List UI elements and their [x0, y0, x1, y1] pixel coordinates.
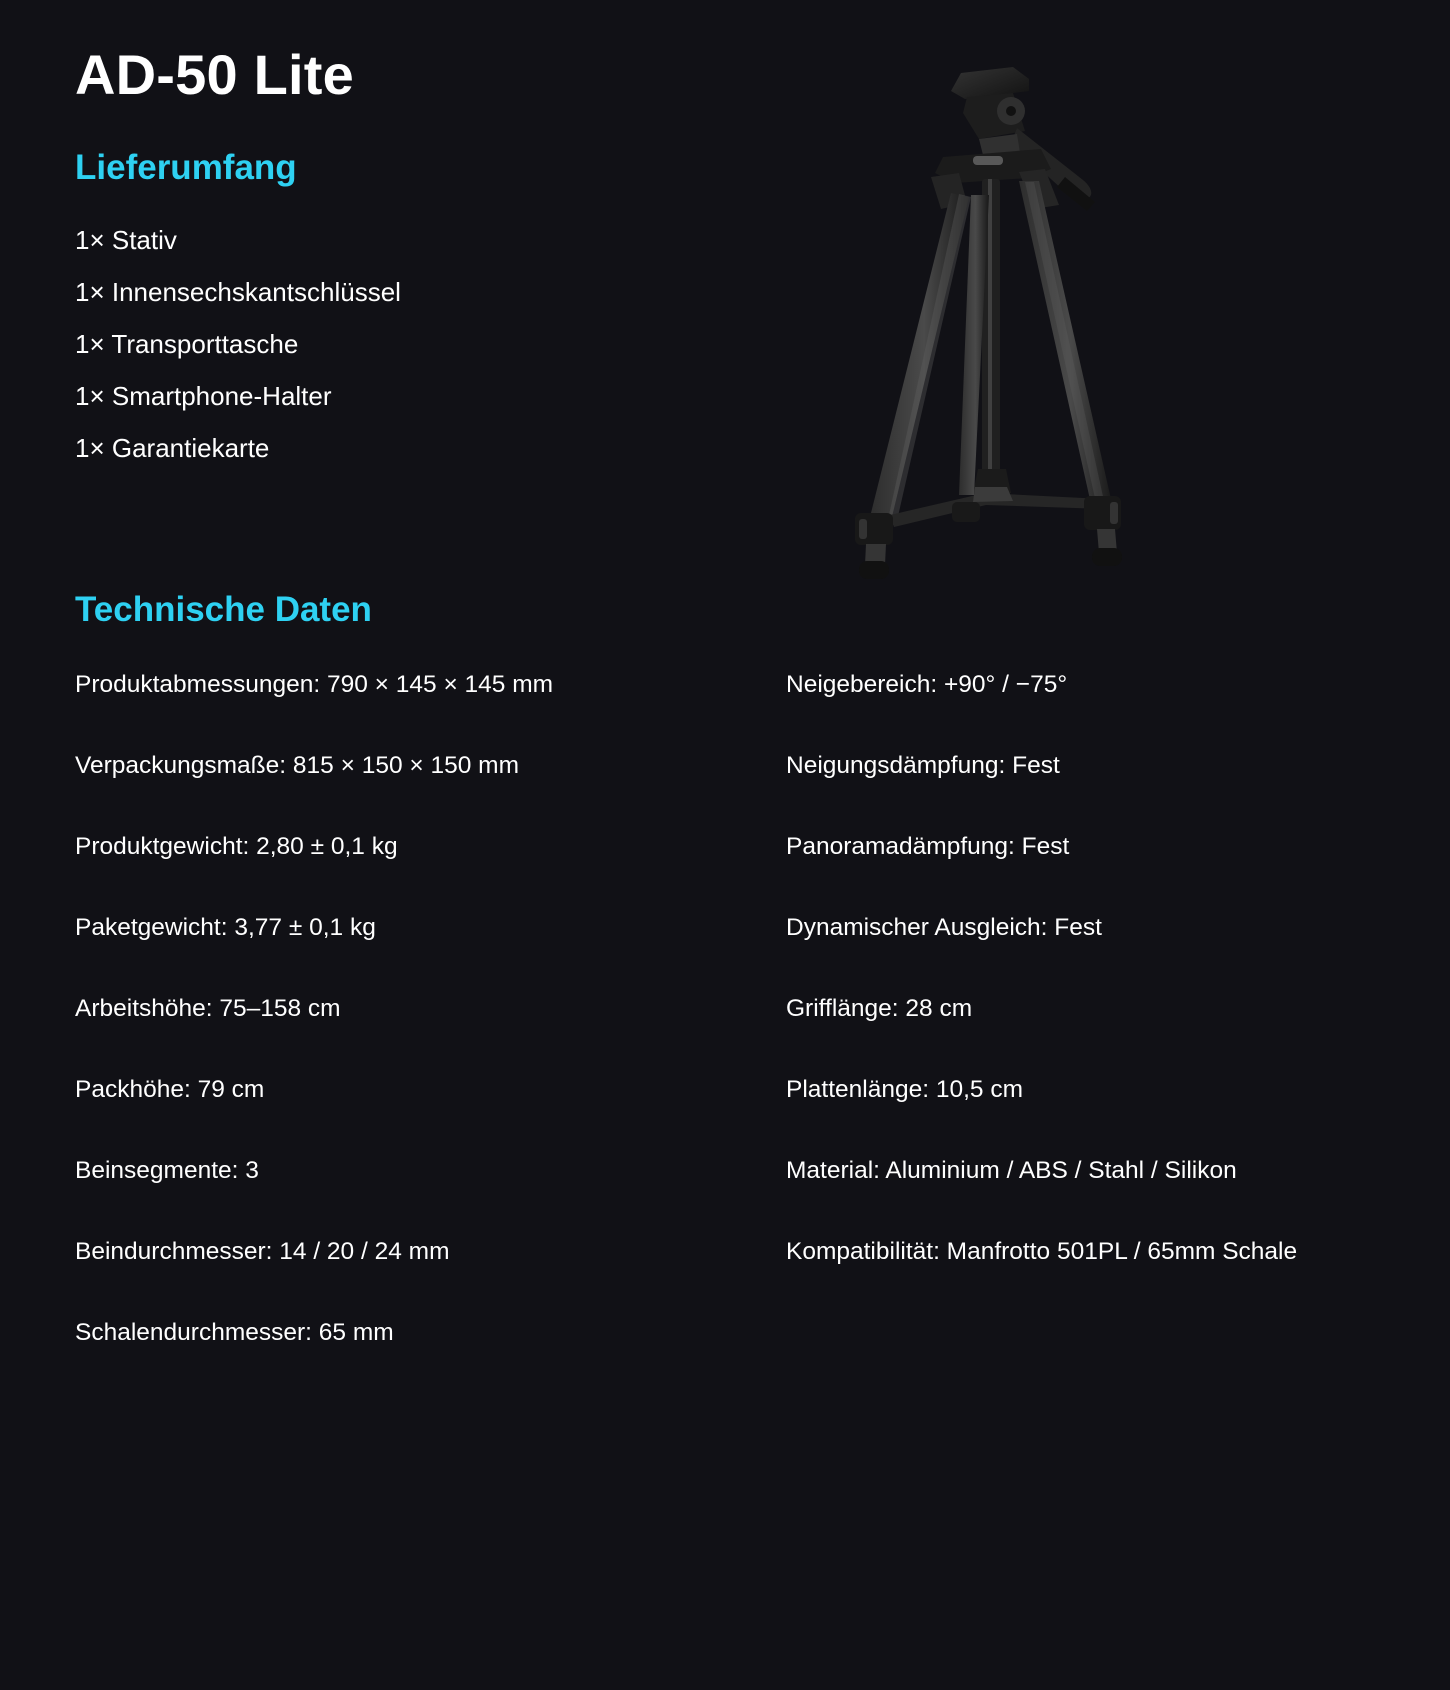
included-item-warranty-card: 1× Garantiekarte [75, 433, 270, 463]
spec-tilt-drag: Neigungsdämpfung: Fest [786, 752, 1060, 779]
spec-pan-drag: Panoramadämpfung: Fest [786, 833, 1070, 860]
spec-counterbalance: Dynamischer Ausgleich: Fest [786, 914, 1102, 941]
included-item-smartphone-holder: 1× Smartphone-Halter [75, 381, 332, 411]
included-item-carry-bag: 1× Transporttasche [75, 329, 299, 359]
technical-data-heading: Technische Daten [75, 590, 372, 629]
spec-leg-sections: Beinsegmente: 3 [75, 1157, 259, 1184]
spec-list-right [786, 665, 1406, 1313]
video-tripod-image [835, 55, 1195, 615]
spec-plate-length: Plattenlänge: 10,5 cm [786, 1076, 1023, 1103]
spec-package-dimensions: Verpackungsmaße: 815 × 150 × 150 mm [75, 752, 519, 779]
spec-product-dimensions: Produktabmessungen: 790 × 145 × 145 mm [75, 671, 554, 698]
spec-package-weight: Paketgewicht: 3,77 ± 0,1 kg [75, 914, 376, 941]
included-item-hex-key: 1× Innensechskantschlüssel [75, 277, 401, 307]
spec-handle-length: Grifflänge: 28 cm [786, 995, 973, 1022]
spec-product-weight: Produktgewicht: 2,80 ± 0,1 kg [75, 833, 398, 860]
included-item-tripod: 1× Stativ [75, 225, 177, 255]
spec-material: Material: Aluminium / ABS / Stahl / Silikon [786, 1157, 1237, 1184]
spec-compatibility: Kompatibilität: Manfrotto 501PL / 65mm Schale [786, 1238, 1298, 1265]
spec-list-left [75, 665, 695, 1394]
spec-tilt-range: Neigebereich: +90° / −75° [786, 671, 1068, 698]
spec-folded-height: Packhöhe: 79 cm [75, 1076, 265, 1103]
spec-leg-diameter: Beindurchmesser: 14 / 20 / 24 mm [75, 1238, 450, 1265]
spec-bowl-diameter: Schalendurchmesser: 65 mm [75, 1319, 394, 1346]
included-heading: Lieferumfang [75, 148, 297, 187]
page-title: AD-50 Lite [75, 43, 354, 106]
spec-working-height: Arbeitshöhe: 75–158 cm [75, 995, 341, 1022]
included-items-list [75, 220, 401, 480]
